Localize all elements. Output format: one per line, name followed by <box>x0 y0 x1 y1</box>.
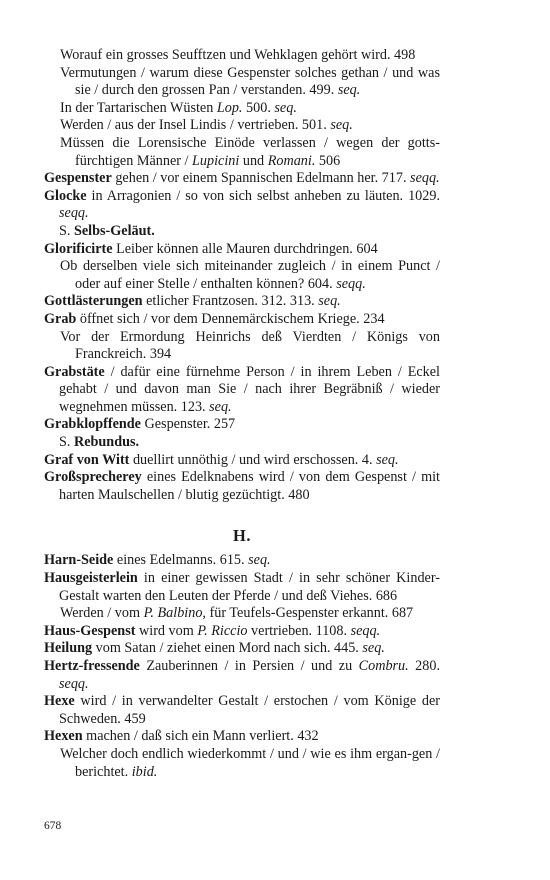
entry-headword: Hexen <box>44 728 83 745</box>
entry-italic-text: seq. <box>330 117 353 134</box>
entry-italic-text: seqq. <box>350 622 381 639</box>
entry-headword: Harn-Seide <box>44 552 114 569</box>
entry-headword: Gottlästerungen <box>44 293 143 310</box>
entry-headword: Hertz-fressende <box>44 658 140 674</box>
entry-text: 500. <box>242 99 275 116</box>
entry-text: Gespenster. 257 <box>140 416 236 433</box>
entry-text: 506 <box>315 152 341 169</box>
index-entry <box>44 570 440 605</box>
entry-text: Vermutungen / warum diese Gespenster solches gethan / und was sie / durch den grossen Pan / verstanden. 499. <box>60 64 440 99</box>
entry-italic-text: seq. <box>337 82 361 99</box>
entry-headword: Grab <box>44 310 77 327</box>
index-page <box>44 47 440 781</box>
entry-italic-text: Combru. <box>358 658 409 674</box>
entry-headword: Gespenster <box>44 170 112 187</box>
index-entry <box>44 188 440 223</box>
index-subentry <box>44 329 440 364</box>
entry-headword: Großsprecherey <box>44 469 142 486</box>
entry-italic-text: P. Balbino, <box>143 605 206 622</box>
entry-headword: Glocke <box>44 187 87 204</box>
entry-text: vom Satan / ziehet einen Mord nach sich. 445. <box>92 640 363 657</box>
entry-headword: Grabstäte <box>44 363 105 380</box>
index-entries-g <box>44 47 440 504</box>
index-entry <box>44 640 440 658</box>
index-entry <box>44 241 440 259</box>
index-subentry <box>44 117 440 135</box>
entry-text: gehen / vor einem Spannischen Edelmann her. 717. <box>111 170 411 187</box>
entry-headword: Heilung <box>44 640 93 657</box>
page-number: 678 <box>44 820 62 832</box>
index-entry <box>44 623 440 641</box>
entry-text: Worauf ein grosses Seufftzen und Wehklagen gehört wird. 498 <box>60 47 416 63</box>
entry-text: Zauberinnen / in Persien / und zu <box>139 658 359 674</box>
entry-headword: Glorificirte <box>44 240 113 257</box>
entry-text: In der Tartarischen Wüsten <box>60 99 217 116</box>
entry-text: für Teufels-Gespenster erkannt. 687 <box>205 605 414 622</box>
entry-italic-text: Lop. <box>216 99 243 116</box>
entry-text: duellirt unnöthig / und wird erschossen. 4. <box>129 451 377 468</box>
entry-italic-text: seqq. <box>410 170 440 187</box>
index-entry <box>44 728 440 746</box>
entry-headword: Hexe <box>44 693 75 710</box>
entry-text: S. <box>59 222 74 239</box>
index-subentry <box>44 258 440 293</box>
index-subentry <box>44 746 440 781</box>
index-entry <box>44 552 440 570</box>
entry-italic-text: seqq. <box>59 675 89 692</box>
entry-text: machen / daß sich ein Mann verliert. 432 <box>82 728 319 745</box>
entry-text: und <box>239 152 268 169</box>
entry-headword: Grabklopffende <box>44 416 141 433</box>
entry-headword: Graf von Witt <box>44 451 130 468</box>
entry-italic-text: Romani. <box>267 152 316 169</box>
entry-headword: Haus-Gespenst <box>44 622 136 639</box>
cross-reference <box>44 434 440 452</box>
entry-text: eines Edelknabens wird / von dem Gespenst / mit harten Maulschellen / blutig gezüchtigt. 480 <box>59 469 440 503</box>
section-letter-heading: H. <box>233 526 251 546</box>
entry-italic-text: Lupicini <box>192 152 240 169</box>
entry-italic-text: seq. <box>248 552 271 569</box>
index-entry <box>44 311 440 329</box>
entry-text: Werden / vom <box>60 605 144 622</box>
entry-text: S. <box>59 434 74 451</box>
entry-text: Leiber können alle Mauren durchdringen. 604 <box>112 240 378 257</box>
index-entry <box>44 658 440 693</box>
index-entry <box>44 469 440 504</box>
entry-text: wird vom <box>135 622 198 639</box>
entry-italic-text: seq. <box>376 451 399 468</box>
entry-italic-text: seq. <box>362 640 385 657</box>
index-entry <box>44 416 440 434</box>
entry-italic-text: seq. <box>209 398 232 415</box>
entry-text: / dafür eine fürnehme Person / in ihrem Leben / Eckel gehabt / und davon man Sie / nach ihrer Begräbniß / wieder wegnehmen müssen. 123. <box>59 363 440 415</box>
entry-headword: Hausgeisterlein <box>44 570 138 587</box>
entry-text: Vor der Ermordung Heinrichs deß Vierdten / Königs von Franckreich. 394 <box>60 328 440 363</box>
entry-text: Werden / aus der Insel Lindis / vertrieben. 501. <box>60 117 331 134</box>
entry-italic-text: seq. <box>274 99 297 116</box>
entry-text: in einer gewissen Stadt / in sehr schöner Kinder-Gestalt warten den Leuten der Pferde / und deß Viehes. 686 <box>59 570 440 604</box>
entry-text: eines Edelmanns. 615. <box>113 552 249 569</box>
entry-text: 280. <box>408 658 440 674</box>
index-subentry <box>44 47 440 65</box>
index-entries-h <box>44 552 440 781</box>
entry-italic-text: seq. <box>318 293 341 310</box>
cross-reference <box>44 223 440 241</box>
entry-text: wird / in verwandelter Gestalt / erstochen / vom Könige der Schweden. 459 <box>59 693 440 727</box>
index-subentry <box>44 100 440 118</box>
index-subentry <box>44 605 440 623</box>
entry-text: Ob derselben viele sich miteinander zugleich / in einem Punct / oder auf einer Stelle / enthalten können? 604. <box>60 258 440 292</box>
index-entry <box>44 293 440 311</box>
entry-text: etlicher Frantzosen. 312. 313. <box>142 293 319 310</box>
index-entry <box>44 364 440 417</box>
entry-italic-text: ibid. <box>131 763 158 780</box>
index-entry <box>44 693 440 728</box>
index-entry <box>44 170 440 188</box>
entry-italic-text: P. Riccio <box>197 622 248 639</box>
index-subentry <box>44 135 440 170</box>
entry-text: Müssen die Lorensische Einöde verlassen / wegen der gotts-fürchtigen Männer / <box>60 134 440 169</box>
entry-italic-text: seqq. <box>336 275 366 292</box>
entry-headword: Selbs-Geläut. <box>73 222 155 239</box>
entry-text: in Arragonien / so von sich selbst anheben zu läuten. 1029. <box>86 187 440 204</box>
entry-text: Welcher doch endlich wiederkommt / und / wie es ihm ergan-gen / berichtet. <box>60 745 440 780</box>
index-subentry <box>44 65 440 100</box>
entry-text: vertrieben. 1108. <box>247 622 351 639</box>
entry-headword: Rebundus. <box>73 434 140 451</box>
entry-text: öffnet sich / vor dem Dennemärckischem Kriege. 234 <box>76 310 385 327</box>
index-entry <box>44 452 440 470</box>
entry-italic-text: seqq. <box>59 205 89 222</box>
